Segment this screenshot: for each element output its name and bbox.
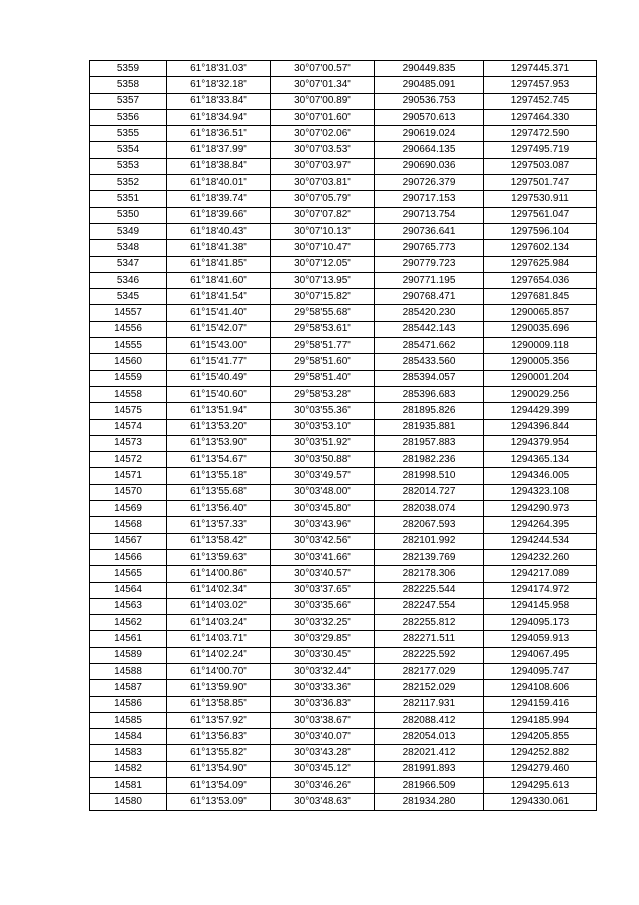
longitude-cell: 30°03'36.83" — [271, 696, 375, 712]
x-coordinate-cell: 281935.881 — [375, 419, 484, 435]
latitude-cell: 61°14'03.24" — [167, 615, 271, 631]
longitude-cell: 30°07'01.34" — [271, 77, 375, 93]
x-coordinate-cell: 281966.509 — [375, 778, 484, 794]
x-coordinate-cell: 282067.593 — [375, 517, 484, 533]
point-number-cell: 14586 — [90, 696, 167, 712]
table-row — [90, 566, 597, 582]
y-coordinate-cell: 1294279.460 — [484, 761, 597, 777]
table-row — [90, 321, 597, 337]
point-number-cell: 14581 — [90, 778, 167, 794]
table-row — [90, 696, 597, 712]
x-coordinate-cell: 282178.306 — [375, 566, 484, 582]
point-number-cell: 14572 — [90, 452, 167, 468]
x-coordinate-cell: 282271.511 — [375, 631, 484, 647]
point-number-cell: 5359 — [90, 61, 167, 77]
x-coordinate-cell: 290619.024 — [375, 126, 484, 142]
point-number-cell: 14559 — [90, 370, 167, 386]
table-row — [90, 501, 597, 517]
table-row — [90, 631, 597, 647]
table-row — [90, 761, 597, 777]
point-number-cell: 5356 — [90, 109, 167, 125]
longitude-cell: 30°03'43.28" — [271, 745, 375, 761]
longitude-cell: 30°07'07.82" — [271, 207, 375, 223]
y-coordinate-cell: 1297495.719 — [484, 142, 597, 158]
point-number-cell: 14585 — [90, 712, 167, 728]
table-row — [90, 240, 597, 256]
longitude-cell: 30°07'10.47" — [271, 240, 375, 256]
table-row — [90, 598, 597, 614]
longitude-cell: 30°03'29.85" — [271, 631, 375, 647]
y-coordinate-cell: 1297472.590 — [484, 126, 597, 142]
y-coordinate-cell: 1294330.061 — [484, 794, 597, 810]
table-row — [90, 386, 597, 402]
y-coordinate-cell: 1294145.958 — [484, 598, 597, 614]
y-coordinate-cell: 1294323.108 — [484, 484, 597, 500]
point-number-cell: 14564 — [90, 582, 167, 598]
longitude-cell: 30°03'50.88" — [271, 452, 375, 468]
latitude-cell: 61°18'38.84" — [167, 158, 271, 174]
table-row — [90, 175, 597, 191]
x-coordinate-cell: 290768.471 — [375, 289, 484, 305]
table-row — [90, 663, 597, 679]
latitude-cell: 61°15'41.77" — [167, 354, 271, 370]
point-number-cell: 14584 — [90, 729, 167, 745]
y-coordinate-cell: 1294095.173 — [484, 615, 597, 631]
table-row — [90, 158, 597, 174]
y-coordinate-cell: 1297561.047 — [484, 207, 597, 223]
y-coordinate-cell: 1297445.371 — [484, 61, 597, 77]
longitude-cell: 30°07'10.13" — [271, 223, 375, 239]
point-number-cell: 14555 — [90, 338, 167, 354]
longitude-cell: 30°03'30.45" — [271, 647, 375, 663]
x-coordinate-cell: 290726.379 — [375, 175, 484, 191]
latitude-cell: 61°18'31.03" — [167, 61, 271, 77]
longitude-cell: 30°03'32.25" — [271, 615, 375, 631]
table-row — [90, 338, 597, 354]
y-coordinate-cell: 1294295.613 — [484, 778, 597, 794]
point-number-cell: 14563 — [90, 598, 167, 614]
y-coordinate-cell: 1297625.984 — [484, 256, 597, 272]
point-number-cell: 14566 — [90, 549, 167, 565]
x-coordinate-cell: 285471.662 — [375, 338, 484, 354]
point-number-cell: 14587 — [90, 680, 167, 696]
x-coordinate-cell: 281934.280 — [375, 794, 484, 810]
x-coordinate-cell: 281991.893 — [375, 761, 484, 777]
point-number-cell: 5358 — [90, 77, 167, 93]
y-coordinate-cell: 1297457.953 — [484, 77, 597, 93]
x-coordinate-cell: 282225.592 — [375, 647, 484, 663]
point-number-cell: 14561 — [90, 631, 167, 647]
x-coordinate-cell: 282255.812 — [375, 615, 484, 631]
longitude-cell: 29°58'51.60" — [271, 354, 375, 370]
y-coordinate-cell: 1297681.845 — [484, 289, 597, 305]
longitude-cell: 30°07'03.53" — [271, 142, 375, 158]
longitude-cell: 30°03'51.92" — [271, 435, 375, 451]
latitude-cell: 61°13'56.83" — [167, 729, 271, 745]
point-number-cell: 5353 — [90, 158, 167, 174]
longitude-cell: 30°03'40.57" — [271, 566, 375, 582]
table-row — [90, 533, 597, 549]
latitude-cell: 61°13'55.82" — [167, 745, 271, 761]
y-coordinate-cell: 1297464.330 — [484, 109, 597, 125]
latitude-cell: 61°14'02.24" — [167, 647, 271, 663]
point-number-cell: 14567 — [90, 533, 167, 549]
point-number-cell: 5346 — [90, 272, 167, 288]
latitude-cell: 61°15'41.40" — [167, 305, 271, 321]
table-row — [90, 484, 597, 500]
latitude-cell: 61°18'37.99" — [167, 142, 271, 158]
latitude-cell: 61°13'59.63" — [167, 549, 271, 565]
table-row — [90, 778, 597, 794]
x-coordinate-cell: 290779.723 — [375, 256, 484, 272]
coordinates-table-body — [90, 61, 597, 811]
table-row — [90, 256, 597, 272]
latitude-cell: 61°14'03.02" — [167, 598, 271, 614]
table-row — [90, 93, 597, 109]
x-coordinate-cell: 281982.236 — [375, 452, 484, 468]
latitude-cell: 61°13'58.42" — [167, 533, 271, 549]
table-row — [90, 289, 597, 305]
longitude-cell: 30°07'00.89" — [271, 93, 375, 109]
x-coordinate-cell: 282225.544 — [375, 582, 484, 598]
point-number-cell: 14570 — [90, 484, 167, 500]
longitude-cell: 30°03'55.36" — [271, 403, 375, 419]
longitude-cell: 30°03'35.66" — [271, 598, 375, 614]
point-number-cell: 14558 — [90, 386, 167, 402]
latitude-cell: 61°13'54.90" — [167, 761, 271, 777]
table-row — [90, 615, 597, 631]
longitude-cell: 30°03'38.67" — [271, 712, 375, 728]
latitude-cell: 61°13'53.90" — [167, 435, 271, 451]
x-coordinate-cell: 290717.153 — [375, 191, 484, 207]
y-coordinate-cell: 1294365.134 — [484, 452, 597, 468]
table-row — [90, 517, 597, 533]
latitude-cell: 61°15'40.49" — [167, 370, 271, 386]
longitude-cell: 29°58'53.61" — [271, 321, 375, 337]
y-coordinate-cell: 1290065.857 — [484, 305, 597, 321]
longitude-cell: 30°03'40.07" — [271, 729, 375, 745]
longitude-cell: 30°03'33.36" — [271, 680, 375, 696]
x-coordinate-cell: 290771.195 — [375, 272, 484, 288]
x-coordinate-cell: 290690.036 — [375, 158, 484, 174]
y-coordinate-cell: 1297501.747 — [484, 175, 597, 191]
table-row — [90, 794, 597, 810]
longitude-cell: 29°58'51.40" — [271, 370, 375, 386]
point-number-cell: 14556 — [90, 321, 167, 337]
x-coordinate-cell: 285442.143 — [375, 321, 484, 337]
point-number-cell: 14575 — [90, 403, 167, 419]
longitude-cell: 30°03'45.80" — [271, 501, 375, 517]
longitude-cell: 30°03'41.66" — [271, 549, 375, 565]
y-coordinate-cell: 1294095.747 — [484, 663, 597, 679]
longitude-cell: 30°07'02.06" — [271, 126, 375, 142]
latitude-cell: 61°13'54.67" — [167, 452, 271, 468]
latitude-cell: 61°15'40.60" — [167, 386, 271, 402]
point-number-cell: 5354 — [90, 142, 167, 158]
x-coordinate-cell: 281957.883 — [375, 435, 484, 451]
y-coordinate-cell: 1294346.005 — [484, 468, 597, 484]
x-coordinate-cell: 290570.613 — [375, 109, 484, 125]
table-row — [90, 403, 597, 419]
longitude-cell: 30°07'00.57" — [271, 61, 375, 77]
longitude-cell: 30°03'46.26" — [271, 778, 375, 794]
table-row — [90, 370, 597, 386]
latitude-cell: 61°18'33.84" — [167, 93, 271, 109]
y-coordinate-cell: 1294205.855 — [484, 729, 597, 745]
x-coordinate-cell: 282152.029 — [375, 680, 484, 696]
latitude-cell: 61°18'32.18" — [167, 77, 271, 93]
table-row — [90, 207, 597, 223]
point-number-cell: 14580 — [90, 794, 167, 810]
table-row — [90, 77, 597, 93]
y-coordinate-cell: 1294244.534 — [484, 533, 597, 549]
point-number-cell: 14588 — [90, 663, 167, 679]
table-row — [90, 468, 597, 484]
latitude-cell: 61°18'39.74" — [167, 191, 271, 207]
latitude-cell: 61°13'57.92" — [167, 712, 271, 728]
point-number-cell: 14568 — [90, 517, 167, 533]
point-number-cell: 5349 — [90, 223, 167, 239]
x-coordinate-cell: 282117.931 — [375, 696, 484, 712]
x-coordinate-cell: 281895.826 — [375, 403, 484, 419]
x-coordinate-cell: 282139.769 — [375, 549, 484, 565]
point-number-cell: 14573 — [90, 435, 167, 451]
y-coordinate-cell: 1297654.036 — [484, 272, 597, 288]
point-number-cell: 5347 — [90, 256, 167, 272]
latitude-cell: 61°14'02.34" — [167, 582, 271, 598]
longitude-cell: 30°07'13.95" — [271, 272, 375, 288]
point-number-cell: 5357 — [90, 93, 167, 109]
longitude-cell: 30°07'15.82" — [271, 289, 375, 305]
longitude-cell: 30°03'37.65" — [271, 582, 375, 598]
point-number-cell: 5352 — [90, 175, 167, 191]
x-coordinate-cell: 282088.412 — [375, 712, 484, 728]
x-coordinate-cell: 285433.560 — [375, 354, 484, 370]
latitude-cell: 61°13'55.18" — [167, 468, 271, 484]
longitude-cell: 29°58'51.77" — [271, 338, 375, 354]
longitude-cell: 30°07'12.05" — [271, 256, 375, 272]
y-coordinate-cell: 1294290.973 — [484, 501, 597, 517]
longitude-cell: 30°03'32.44" — [271, 663, 375, 679]
longitude-cell: 30°07'05.79" — [271, 191, 375, 207]
y-coordinate-cell: 1294174.972 — [484, 582, 597, 598]
table-row — [90, 191, 597, 207]
x-coordinate-cell: 282177.029 — [375, 663, 484, 679]
longitude-cell: 30°03'42.56" — [271, 533, 375, 549]
x-coordinate-cell: 290485.091 — [375, 77, 484, 93]
x-coordinate-cell: 282101.992 — [375, 533, 484, 549]
latitude-cell: 61°14'00.70" — [167, 663, 271, 679]
longitude-cell: 30°03'48.63" — [271, 794, 375, 810]
longitude-cell: 30°07'03.81" — [271, 175, 375, 191]
point-number-cell: 14571 — [90, 468, 167, 484]
y-coordinate-cell: 1294185.994 — [484, 712, 597, 728]
x-coordinate-cell: 282014.727 — [375, 484, 484, 500]
latitude-cell: 61°18'34.94" — [167, 109, 271, 125]
y-coordinate-cell: 1297503.087 — [484, 158, 597, 174]
table-row — [90, 419, 597, 435]
y-coordinate-cell: 1294396.844 — [484, 419, 597, 435]
y-coordinate-cell: 1294429.399 — [484, 403, 597, 419]
latitude-cell: 61°18'41.85" — [167, 256, 271, 272]
latitude-cell: 61°14'00.86" — [167, 566, 271, 582]
x-coordinate-cell: 290736.641 — [375, 223, 484, 239]
table-row — [90, 354, 597, 370]
point-number-cell: 14574 — [90, 419, 167, 435]
x-coordinate-cell: 290664.135 — [375, 142, 484, 158]
x-coordinate-cell: 281998.510 — [375, 468, 484, 484]
table-row — [90, 305, 597, 321]
point-number-cell: 5351 — [90, 191, 167, 207]
y-coordinate-cell: 1294108.606 — [484, 680, 597, 696]
y-coordinate-cell: 1294217.089 — [484, 566, 597, 582]
point-number-cell: 5348 — [90, 240, 167, 256]
table-row — [90, 435, 597, 451]
y-coordinate-cell: 1290009.118 — [484, 338, 597, 354]
table-row — [90, 452, 597, 468]
point-number-cell: 14557 — [90, 305, 167, 321]
x-coordinate-cell: 282038.074 — [375, 501, 484, 517]
point-number-cell: 14560 — [90, 354, 167, 370]
longitude-cell: 29°58'53.28" — [271, 386, 375, 402]
point-number-cell: 14582 — [90, 761, 167, 777]
longitude-cell: 30°07'01.60" — [271, 109, 375, 125]
point-number-cell: 5345 — [90, 289, 167, 305]
table-row — [90, 680, 597, 696]
table-row — [90, 712, 597, 728]
x-coordinate-cell: 290449.835 — [375, 61, 484, 77]
latitude-cell: 61°18'36.51" — [167, 126, 271, 142]
point-number-cell: 14589 — [90, 647, 167, 663]
x-coordinate-cell: 282054.013 — [375, 729, 484, 745]
table-row — [90, 647, 597, 663]
longitude-cell: 29°58'55.68" — [271, 305, 375, 321]
x-coordinate-cell: 290536.753 — [375, 93, 484, 109]
point-number-cell: 14583 — [90, 745, 167, 761]
latitude-cell: 61°13'53.20" — [167, 419, 271, 435]
latitude-cell: 61°13'53.09" — [167, 794, 271, 810]
latitude-cell: 61°18'40.01" — [167, 175, 271, 191]
x-coordinate-cell: 282021.412 — [375, 745, 484, 761]
longitude-cell: 30°07'03.97" — [271, 158, 375, 174]
y-coordinate-cell: 1294252.882 — [484, 745, 597, 761]
y-coordinate-cell: 1290029.256 — [484, 386, 597, 402]
x-coordinate-cell: 282247.554 — [375, 598, 484, 614]
y-coordinate-cell: 1297530.911 — [484, 191, 597, 207]
point-number-cell: 14569 — [90, 501, 167, 517]
x-coordinate-cell: 285394.057 — [375, 370, 484, 386]
table-row — [90, 61, 597, 77]
y-coordinate-cell: 1297452.745 — [484, 93, 597, 109]
longitude-cell: 30°03'48.00" — [271, 484, 375, 500]
latitude-cell: 61°13'58.85" — [167, 696, 271, 712]
table-row — [90, 109, 597, 125]
latitude-cell: 61°18'41.54" — [167, 289, 271, 305]
latitude-cell: 61°18'39.66" — [167, 207, 271, 223]
latitude-cell: 61°14'03.71" — [167, 631, 271, 647]
table-row — [90, 729, 597, 745]
latitude-cell: 61°13'56.40" — [167, 501, 271, 517]
latitude-cell: 61°15'43.00" — [167, 338, 271, 354]
latitude-cell: 61°18'41.38" — [167, 240, 271, 256]
point-number-cell: 14565 — [90, 566, 167, 582]
table-row — [90, 272, 597, 288]
x-coordinate-cell: 285420.230 — [375, 305, 484, 321]
latitude-cell: 61°13'54.09" — [167, 778, 271, 794]
table-row — [90, 142, 597, 158]
longitude-cell: 30°03'53.10" — [271, 419, 375, 435]
y-coordinate-cell: 1294059.913 — [484, 631, 597, 647]
table-row — [90, 582, 597, 598]
point-number-cell: 14562 — [90, 615, 167, 631]
latitude-cell: 61°13'57.33" — [167, 517, 271, 533]
y-coordinate-cell: 1294159.416 — [484, 696, 597, 712]
x-coordinate-cell: 285396.683 — [375, 386, 484, 402]
latitude-cell: 61°18'40.43" — [167, 223, 271, 239]
table-row — [90, 126, 597, 142]
longitude-cell: 30°03'49.57" — [271, 468, 375, 484]
table-row — [90, 223, 597, 239]
point-number-cell: 5355 — [90, 126, 167, 142]
longitude-cell: 30°03'43.96" — [271, 517, 375, 533]
y-coordinate-cell: 1294379.954 — [484, 435, 597, 451]
y-coordinate-cell: 1290005.356 — [484, 354, 597, 370]
latitude-cell: 61°13'55.68" — [167, 484, 271, 500]
latitude-cell: 61°13'59.90" — [167, 680, 271, 696]
table-row — [90, 549, 597, 565]
latitude-cell: 61°18'41.60" — [167, 272, 271, 288]
y-coordinate-cell: 1297602.134 — [484, 240, 597, 256]
y-coordinate-cell: 1290001.204 — [484, 370, 597, 386]
y-coordinate-cell: 1294232.260 — [484, 549, 597, 565]
latitude-cell: 61°13'51.94" — [167, 403, 271, 419]
longitude-cell: 30°03'45.12" — [271, 761, 375, 777]
latitude-cell: 61°15'42.07" — [167, 321, 271, 337]
point-number-cell: 5350 — [90, 207, 167, 223]
x-coordinate-cell: 290713.754 — [375, 207, 484, 223]
x-coordinate-cell: 290765.773 — [375, 240, 484, 256]
y-coordinate-cell: 1290035.696 — [484, 321, 597, 337]
y-coordinate-cell: 1294264.395 — [484, 517, 597, 533]
table-row — [90, 745, 597, 761]
coordinates-table — [89, 60, 597, 811]
y-coordinate-cell: 1294067.495 — [484, 647, 597, 663]
y-coordinate-cell: 1297596.104 — [484, 223, 597, 239]
